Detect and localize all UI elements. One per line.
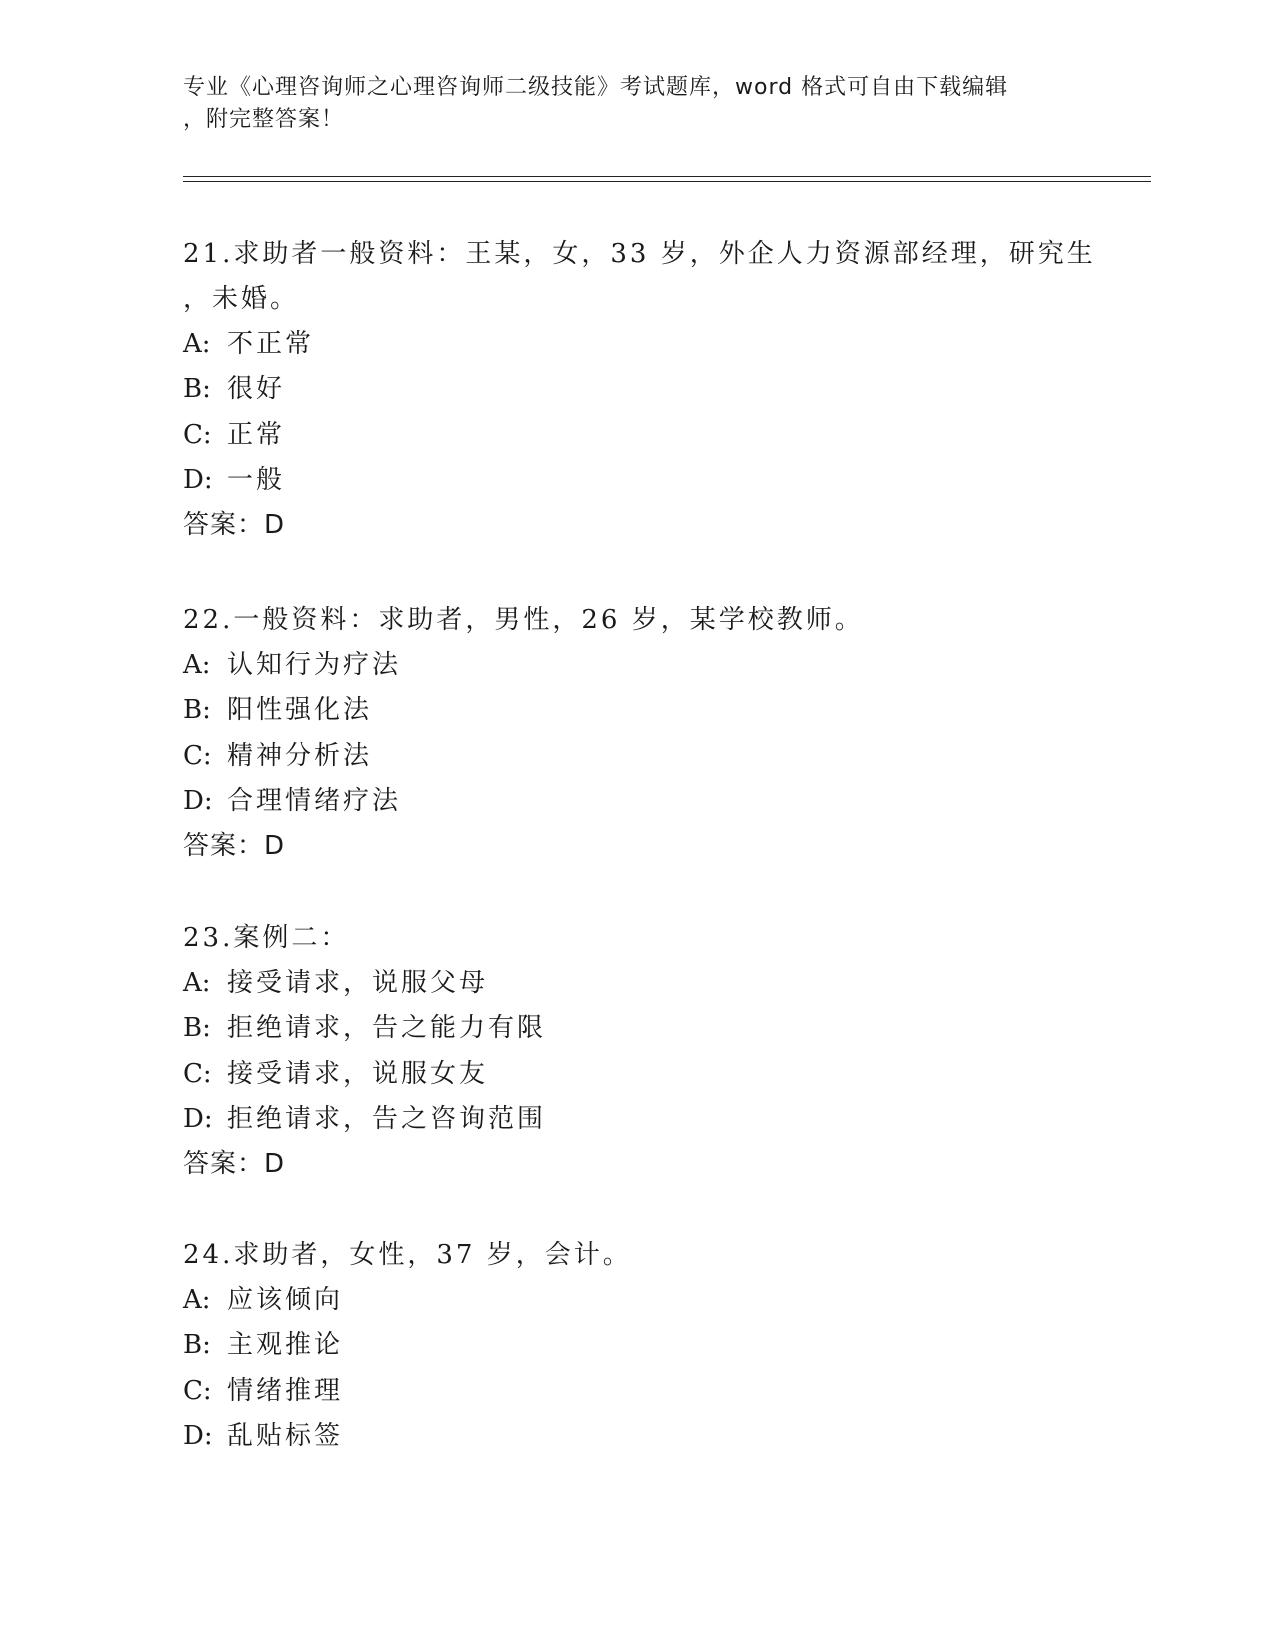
option-label: C: xyxy=(183,419,212,450)
option-b xyxy=(183,367,1083,412)
question-24 xyxy=(183,1233,1083,1459)
option-text: 接受请求，说服父母 xyxy=(227,968,489,998)
header-divider-top xyxy=(183,176,1151,177)
option-text: 接受请求，说服女友 xyxy=(227,1058,489,1089)
option-a xyxy=(183,643,1083,688)
answer-line: 答案：D xyxy=(183,1149,286,1180)
question-stem: 22.一般资料：求助者，男性，26 岁，某学校教师。 xyxy=(183,605,864,635)
option-text: 合理情绪疗法 xyxy=(227,785,402,816)
option-label: D: xyxy=(183,1420,213,1451)
option-label: A: xyxy=(183,968,211,998)
option-text: 认知行为疗法 xyxy=(227,650,402,680)
option-c xyxy=(183,1052,1083,1097)
option-text: 情绪推理 xyxy=(227,1375,344,1406)
option-d xyxy=(183,1414,1083,1459)
option-text: 一般 xyxy=(227,464,286,495)
option-text: 拒绝请求，告之能力有限 xyxy=(227,1013,547,1044)
option-label: D: xyxy=(183,785,213,816)
question-22 xyxy=(183,598,1083,869)
option-text: 不正常 xyxy=(227,329,315,359)
option-c xyxy=(183,413,1083,458)
option-label: A: xyxy=(183,329,211,359)
option-label: D: xyxy=(183,1103,213,1134)
question-21 xyxy=(183,232,1096,548)
option-a xyxy=(183,961,1083,1006)
option-text: 精神分析法 xyxy=(227,740,373,771)
header-divider-bottom xyxy=(183,181,1151,182)
header-line-1: 专业《心理咨询师之心理咨询师二级技能》考试题库，word 格式可自由下载编辑 xyxy=(183,75,1009,100)
option-text: 正常 xyxy=(227,419,286,450)
option-label: C: xyxy=(183,1058,212,1089)
option-c xyxy=(183,734,1083,779)
option-label: B: xyxy=(183,695,211,726)
option-label: D: xyxy=(183,464,213,495)
option-text: 拒绝请求，告之咨询范围 xyxy=(227,1103,547,1134)
option-label: C: xyxy=(183,1375,212,1406)
option-label: B: xyxy=(183,1330,211,1361)
option-b xyxy=(183,1323,1083,1368)
option-label: A: xyxy=(183,1285,211,1315)
option-d xyxy=(183,458,1083,503)
question-stem: 21.求助者一般资料：王某，女，33 岁，外企人力资源部经理，研究生 xyxy=(183,239,1096,269)
option-d xyxy=(183,779,1083,824)
question-stem: 24.求助者，女性，37 岁，会计。 xyxy=(183,1240,632,1270)
question-stem-continued: ，未婚。 xyxy=(183,284,300,314)
document-header xyxy=(183,72,1083,136)
option-a xyxy=(183,1278,1083,1323)
answer-line: 答案：D xyxy=(183,510,286,541)
option-text: 很好 xyxy=(227,374,286,405)
option-label: A: xyxy=(183,650,211,680)
option-text: 乱贴标签 xyxy=(227,1420,344,1451)
option-text: 主观推论 xyxy=(227,1330,344,1361)
option-b xyxy=(183,1006,1083,1051)
option-label: B: xyxy=(183,1013,211,1044)
header-line-2: ，附完整答案！ xyxy=(183,107,345,132)
option-a xyxy=(183,322,1083,367)
option-label: C: xyxy=(183,740,212,771)
option-b xyxy=(183,688,1083,733)
answer-line: 答案：D xyxy=(183,831,286,862)
option-d xyxy=(183,1097,1083,1142)
option-text: 应该倾向 xyxy=(227,1285,344,1315)
question-stem: 23.案例二： xyxy=(183,923,350,953)
option-text: 阳性强化法 xyxy=(227,695,373,726)
option-label: B: xyxy=(183,374,211,405)
option-c xyxy=(183,1369,1083,1414)
question-23 xyxy=(183,916,1083,1187)
